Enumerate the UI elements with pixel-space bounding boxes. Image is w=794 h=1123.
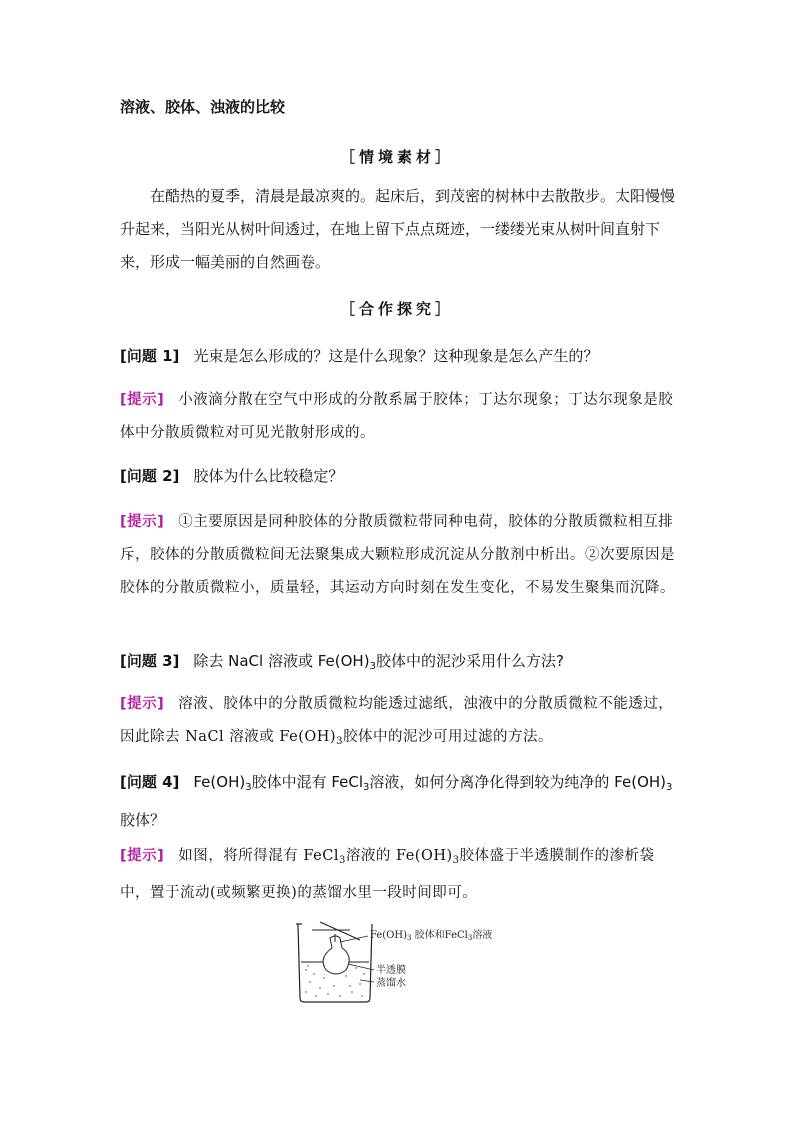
hint-text: 溶液的 Fe(OH) — [345, 848, 453, 864]
question-text: 胶体为什么比较稳定？ — [193, 467, 344, 485]
question-1 — [120, 340, 680, 373]
page-title: 溶液、胶体、浊液的比较 — [120, 98, 286, 116]
question-tag: [问题 4] — [120, 773, 180, 791]
hint-text: 胶体中的泥沙可用过滤的方法。 — [342, 729, 553, 745]
subscript: 3 — [666, 782, 673, 793]
hint-3 — [120, 688, 680, 758]
hint-text: 胶体盛于半透膜制作的渗析袋中，置于流动(或频繁更换)的蒸馏水里一段时间即可。 — [120, 848, 655, 901]
bag-label: $Fe(OH)_3$ 胶体和FeCl$_3$溶液 — [370, 930, 493, 942]
question-text: 溶液，如何分离净化得到较为纯净的 Fe(OH) — [369, 773, 667, 791]
question-2 — [120, 460, 680, 493]
water-label: 蒸馏水 — [376, 978, 406, 989]
subscript: 3 — [338, 855, 346, 866]
section-heading-explore: ［合作探究］ — [339, 300, 454, 318]
dialysis-bag — [323, 936, 349, 974]
subscript: 3 — [369, 661, 376, 672]
question-tag: [问题 1] — [120, 347, 180, 365]
hint-1 — [120, 384, 680, 450]
question-4 — [120, 766, 680, 837]
hint-text: ①主要原因是同种胶体的分散质微粒带同种电荷，胶体的分散质微粒相互排斥，胶体的分散质微粒间无法聚集成大颗粒形成沉淀从分散剂中析出。②次要原因是胶体的分散质微粒小，质量轻，其运动方向时刻在发生变化，不易发生聚集而沉降。 — [120, 514, 675, 596]
glass-rod — [320, 922, 360, 940]
hint-text: 小液滴分散在空气中形成的分散系属于胶体；丁达尔现象；丁达尔现象是胶体中分散质微粒对可见光散射形成的。 — [120, 392, 674, 441]
question-text: 除去 NaCl 溶液或 Fe(OH) — [193, 652, 370, 670]
section-heading-material: ［情境素材］ — [339, 148, 454, 166]
material-paragraph: 在酷热的夏季，清晨是最凉爽的。起床后，到茂密的树林中去散散步。太阳慢慢升起来，当阳光从树叶间透过，在地上留下点点斑迹，一缕缕光束从树叶间直射下来，形成一幅美丽的自然画卷。 — [120, 187, 676, 271]
question-text: Fe(OH) — [193, 773, 246, 791]
hint-4 — [120, 840, 680, 910]
question-text: 胶体？ — [120, 811, 166, 829]
question-text: 胶体中的泥沙采用什么方法? — [375, 652, 564, 670]
subscript: 3 — [245, 782, 252, 793]
question-tag: [问题 3] — [120, 652, 180, 670]
subscript: 3 — [452, 855, 460, 866]
subscript: 3 — [336, 736, 343, 747]
dialysis-figure — [290, 918, 520, 1004]
hint-tag: [提示] — [120, 696, 165, 712]
hint-2 — [120, 506, 680, 605]
membrane-label: 半透膜 — [376, 965, 406, 976]
hint-text: 如图，将所得混有 FeCl — [178, 848, 339, 864]
question-3 — [120, 645, 680, 683]
hint-tag: [提示] — [120, 514, 165, 530]
question-text: 胶体中混有 FeCl — [251, 773, 364, 791]
hint-text: 溶液、胶体中的分散质微粒均能透过滤纸，浊液中的分散质微粒不能透过，因此除去 NaCl 溶液或 Fe(OH) — [120, 696, 674, 745]
hint-tag: [提示] — [120, 848, 165, 864]
hint-tag: [提示] — [120, 392, 165, 408]
question-text: 光束是怎么形成的？这是什么现象？这种现象是怎么产生的？ — [193, 347, 599, 365]
subscript: 3 — [363, 782, 370, 793]
question-tag: [问题 2] — [120, 467, 180, 485]
